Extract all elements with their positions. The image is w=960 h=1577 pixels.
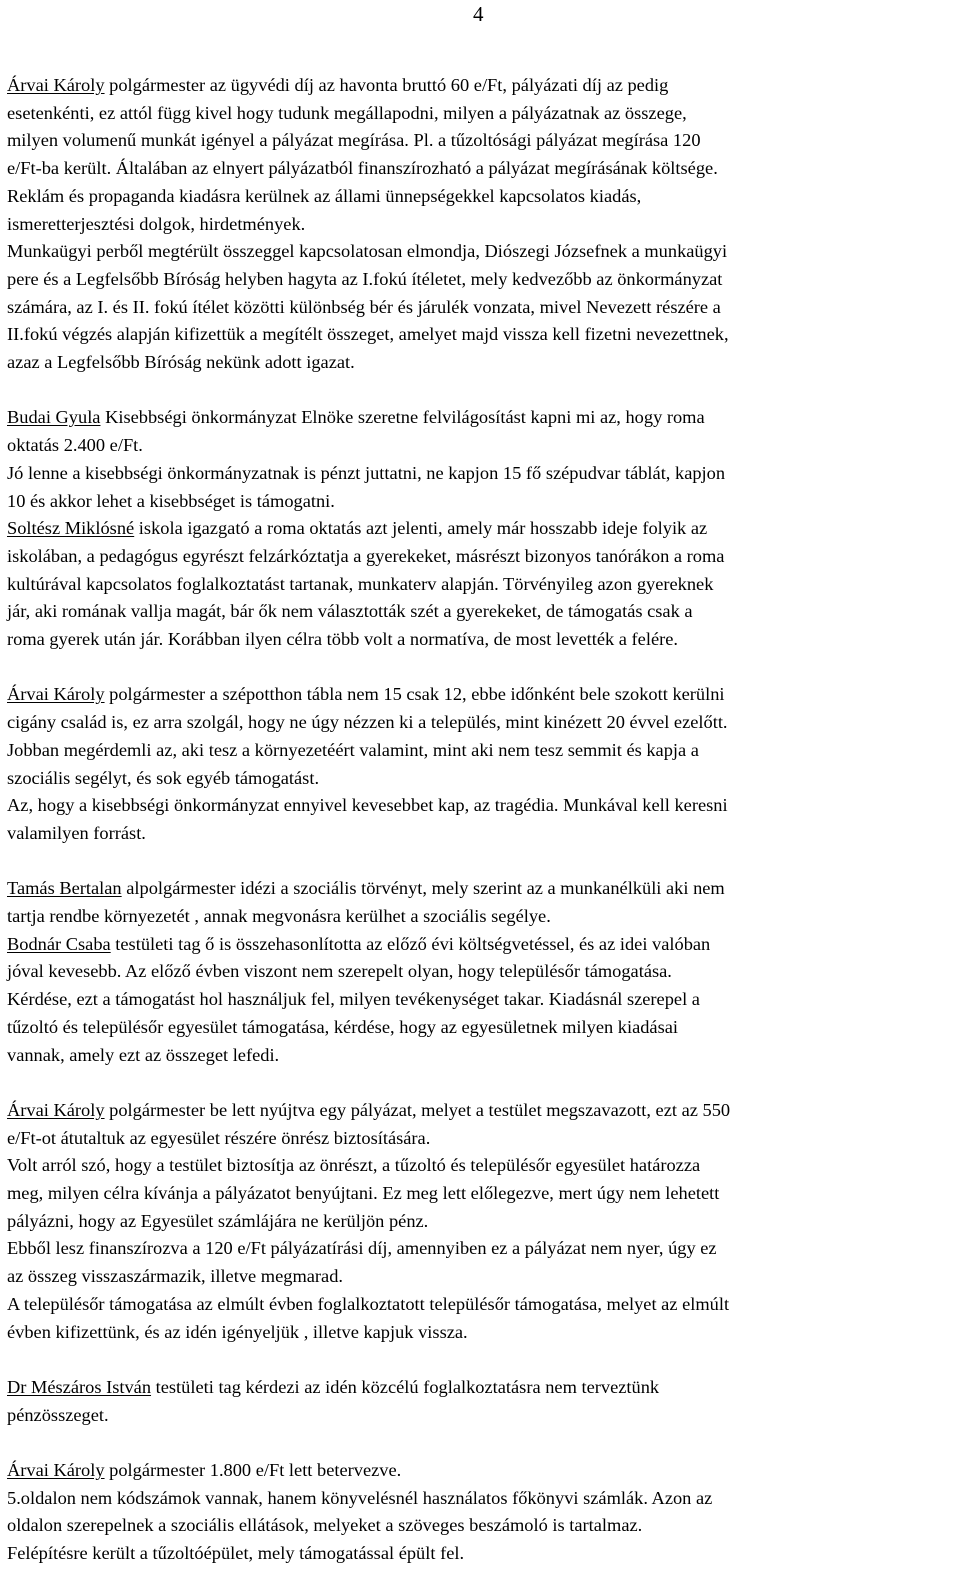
paragraph-arvai-3 [7,1097,955,1346]
text-line: iskolában, a pedagógus egyrészt felzárkóztatja a gyerekeket, másrészt bizonyos tanórákon a roma [7,545,725,566]
text-line: kultúrával kapcsolatos foglalkoztatást tartanak, munkaterv alapján. Törvényileg azon gyereknek [7,573,714,594]
text-line: Árvai Károly polgármester be lett nyújtva egy pályázat, melyet a testület megszavazott, ezt az 550 [7,1099,731,1120]
text-line: számára, az I. és II. fokú ítélet közötti különbség bér és járulék vonzata, mivel Nevezett részére a [7,296,721,317]
text-line: Volt arról szó, hogy a testület biztosítja az önrészt, a tűzoltó és településőr egyesület határozza [7,1155,701,1176]
text-line: tűzoltó és településőr egyesület támogatása, kérdése, hogy az egyesületnek milyen kiadásai [7,1016,679,1037]
text-line: milyen volumenű munkát igényel a pályázat megírása. Pl. a tűzoltósági pályázat megírása 120 [7,130,701,151]
text-line: Az, hogy a kisebbségi önkormányzat ennyivel kevesebbet kap, az tragédia. Munkával kell keresni [7,795,728,816]
text-line: vannak, amely ezt az összeget lefedi. [7,1044,280,1065]
speaker-name: Árvai Károly [7,1460,105,1481]
text-line: Tamás Bertalan alpolgármester idézi a szociális törvényt, mely szerint az a munkanélküli aki nem [7,878,725,899]
text-line: pénzösszeget. [7,1404,109,1425]
text-line: II.fokú végzés alapján kifizettük a megítélt összeget, amelyet majd vissza kell fizetni nevezettnek, [7,324,729,345]
text-line: Jobban megérdemli az, aki tesz a környezetéért valamint, mint aki nem tesz semmit és kapja a [7,739,699,760]
text-line: Soltész Miklósné iskola igazgató a roma oktatás azt jelenti, amely már hosszabb ideje folyik az [7,518,708,539]
text-line: roma gyerek után jár. Korábban ilyen célra több volt a normatíva, de most levették a felére. [7,629,678,650]
text-line: jár, aki romának vallja magát, bár ők nem választották szét a gyerekeket, de támogatás csak a [7,601,693,622]
text-line: e/Ft-ba került. Általában az elnyert pályázatból finanszírozható a pályázat megírásának költsége. [7,158,718,179]
paragraph-budai [7,404,955,515]
speaker-name: Soltész Miklósné [7,518,135,539]
text-line: Budai Gyula Kisebbségi önkormányzat Elnöke szeretne felvilágosítást kapni mi az, hogy roma [7,407,705,428]
text-line: valamilyen forrást. [7,822,146,843]
speaker-name: Dr Mészáros István [7,1376,152,1397]
paragraph-meszaros [7,1374,955,1429]
speaker-name: Bodnár Csaba [7,933,111,954]
page-number: 4 [473,2,484,26]
text-line: Kérdése, ezt a támogatást hol használjuk fel, milyen tevékenységet takar. Kiadásnál szerepel a [7,989,700,1010]
text-line: Dr Mészáros István testületi tag kérdezi az idén közcélú foglalkoztatásra nem terveztünk [7,1376,660,1397]
text-line: azaz a Legfelsőbb Bíróság nekünk adott igazat. [7,352,355,373]
text-line: Felépítésre került a tűzoltóépület, mely támogatással épült fel. [7,1543,465,1564]
speaker-name: Árvai Károly [7,684,105,705]
text-line: pályázni, hogy az Egyesület számlájára ne kerüljön pénz. [7,1210,429,1231]
text-line: Árvai Károly polgármester 1.800 e/Ft lett betervezve. [7,1460,402,1481]
text-line: esetenkénti, ez attól függ kivel hogy tudunk megállapodni, milyen a pályázatnak az összege, [7,102,687,123]
speaker-name: Árvai Károly [7,75,105,95]
text-line: Reklám és propaganda kiadásra kerülnek az állami ünnepségekkel kapcsolatos kiadás, [7,185,642,206]
paragraph-bodnar [7,931,955,1070]
speaker-name: Árvai Károly [7,1099,105,1120]
text-line: Munkaügyi perből megtérült összeggel kapcsolatosan elmondja, Diószegi Józsefnek a munkaügyi [7,241,728,262]
text-line: Ebből lesz finanszírozva a 120 e/Ft pályázatírási díj, amennyiben ez a pályázat nem nyer, úgy ez [7,1238,717,1259]
paragraph-arvai-2 [7,681,955,847]
text-line: A településőr támogatása az elmúlt évben foglalkoztatott településőr támogatása, melyet az elmúlt [7,1293,730,1314]
paragraph-arvai-1 [7,72,955,377]
text-line: szociális segélyt, és sok egyéb támogatást. [7,767,320,788]
text-line: oktatás 2.400 e/Ft. [7,435,143,456]
text-line: 5.oldalon nem kódszámok vannak, hanem könyvelésnél használatos főkönyvi számlák. Azon az [7,1487,713,1508]
text-line: cigány család is, ez arra szolgál, hogy ne úgy nézzen ki a település, mint kinézett 20 évvel ezelőtt. [7,712,728,733]
text-line: 10 és akkor lehet a kisebbséget is támogatni. [7,490,335,511]
paragraph-soltesz [7,515,955,654]
text-line: jóval kevesebb. Az előző évben viszont nem szerepelt olyan, hogy településőr támogatása. [7,961,672,982]
paragraph-tamas [7,875,955,930]
text-line: tartja rendbe környezetét , annak megvonásra kerülhet a szociális segélye. [7,906,551,927]
text-line: évben kifizettünk, és az idén igényeljük , illetve kapjuk vissza. [7,1321,468,1342]
speaker-name: Tamás Bertalan [7,878,122,899]
text-line: Jó lenne a kisebbségi önkormányzatnak is pénzt juttatni, ne kapjon 15 fő szépudvar táblát, kapjon [7,462,726,483]
paragraph-arvai-4 [7,1457,955,1568]
text-line: pere és a Legfelsőbb Bíróság helyben hagyta az I.fokú ítéletet, mely kedvezőbb az önkormányzat [7,268,723,289]
document-body [7,72,955,1568]
text-line: oldalon szerepelnek a szociális ellátások, melyeket a szöveges beszámoló is tartalmaz. [7,1515,643,1536]
text-line: Árvai Károly polgármester a szépotthon tábla nem 15 csak 12, ebbe időnként bele szokott kerülni [7,684,725,705]
text-line: ismeretterjesztési dolgok, hirdetmények. [7,213,306,234]
text-line: meg, milyen célra kívánja a pályázatot benyújtani. Ez meg lett előlegezve, mert úgy nem lehetett [7,1183,720,1204]
text-line: Árvai Károly polgármester az ügyvédi díj az havonta bruttó 60 e/Ft, pályázati díj az pedig [7,75,669,95]
text-line: e/Ft-ot átutaltuk az egyesület részére önrész biztosítására. [7,1127,431,1148]
speaker-name: Budai Gyula [7,407,101,428]
text-line: az összeg visszaszármazik, illetve megmarad. [7,1266,343,1287]
text-line: Bodnár Csaba testületi tag ő is összehasonlította az előző évi költségvetéssel, és az idei valóban [7,933,711,954]
